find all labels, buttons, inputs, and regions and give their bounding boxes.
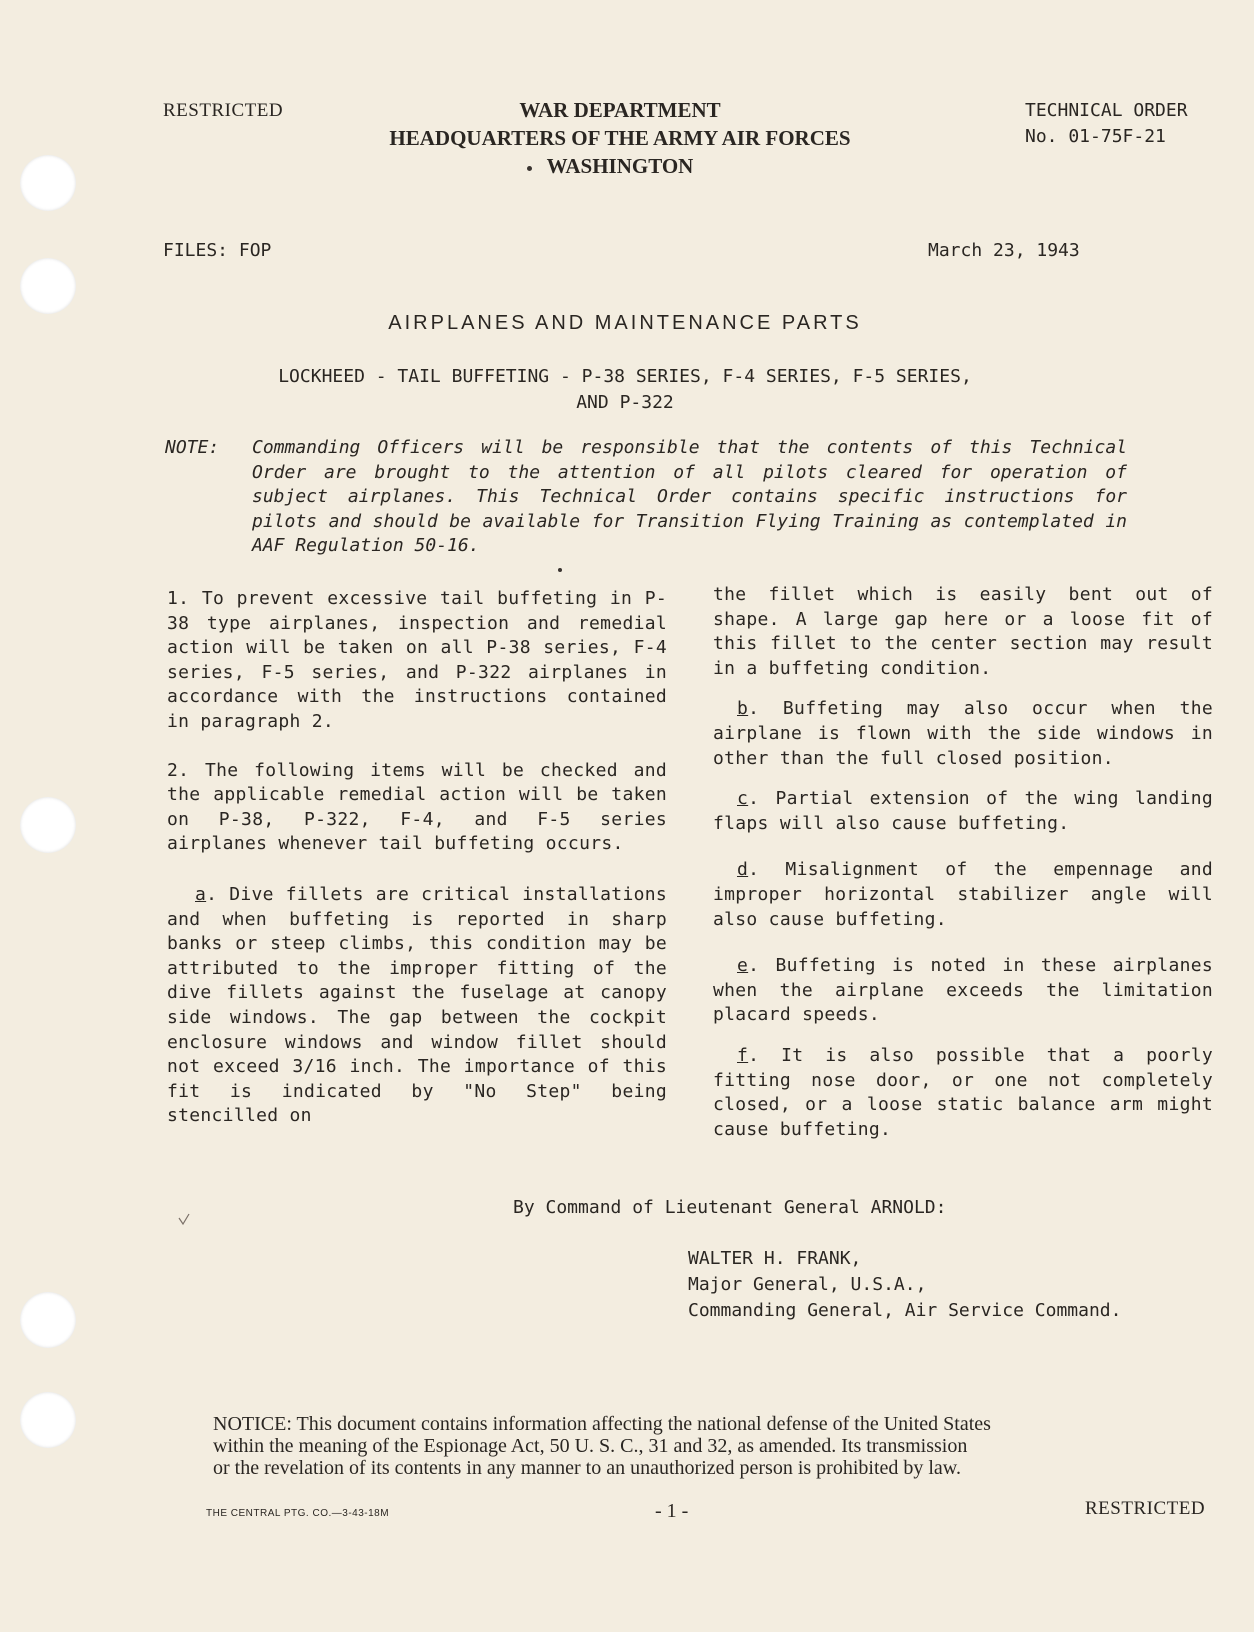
paragraph-2c: [713, 787, 1213, 836]
paragraph-2d: [713, 858, 1213, 932]
item-letter-a: a: [195, 883, 207, 905]
page-number: - 1 -: [655, 1500, 689, 1522]
stray-mark: [527, 166, 532, 171]
note-label: NOTE:: [165, 437, 220, 458]
espionage-notice: [213, 1413, 1168, 1479]
item-c-text: . Partial extension of the wing landing flaps will also cause buffeting.: [713, 788, 1213, 834]
technical-order-label: TECHNICAL ORDER: [1025, 100, 1188, 121]
signature-block: [688, 1246, 1121, 1324]
document-date: March 23, 1943: [928, 240, 1080, 261]
item-letter-f: f: [737, 1044, 749, 1066]
paragraph-2: 2. The following items will be checked and the applicable remedial action will be taken on P-38, P-322, F-4, and F-5 series airplanes whenever tail buffeting occurs.: [167, 759, 667, 855]
signatory-rank: Major General, U.S.A.,: [688, 1274, 927, 1295]
classification-header: RESTRICTED: [163, 100, 284, 121]
punch-hole: [20, 1292, 76, 1348]
paragraph-2b: [713, 697, 1213, 771]
files-reference: FILES: FOP: [163, 240, 272, 261]
item-e-text: . Buffeting is noted in these airplanes when the airplane exceeds the limitation placard speeds.: [713, 955, 1213, 1026]
subject-subtitle: [160, 364, 1090, 416]
signatory-name: WALTER H. FRANK,: [688, 1248, 862, 1269]
punch-hole: [20, 797, 76, 853]
department-line-1: WAR DEPARTMENT: [519, 98, 721, 122]
department-line-2: HEADQUARTERS OF THE ARMY AIR FORCES: [389, 126, 851, 150]
punch-hole: [20, 1392, 76, 1448]
technical-order-no: No. 01-75F-21: [1025, 126, 1166, 147]
classification-footer: RESTRICTED: [1085, 1498, 1206, 1519]
subtitle-line-1: LOCKHEED - TAIL BUFFETING - P-38 SERIES, F-4 SERIES, F-5 SERIES,: [278, 366, 972, 387]
paragraph-2e: [713, 954, 1213, 1028]
right-column: [713, 583, 1213, 1142]
department-line-3: WASHINGTON: [546, 154, 694, 178]
signatory-title: Commanding General, Air Service Command.: [688, 1300, 1122, 1321]
notice-line-1: NOTICE: This document contains information affecting the national defense of the United States: [213, 1413, 991, 1435]
paragraph-1: 1. To prevent excessive tail buffeting in P-38 type airplanes, inspection and remedial action will be taken on all P-38 series, F-4 series, F-5 series, and P-322 airplanes in accordance with the instructions contained in paragraph 2.: [167, 588, 667, 732]
printer-imprint: THE CENTRAL PTG. CO.—3-43-18M: [206, 1508, 390, 1519]
technical-order-number: [1025, 98, 1188, 150]
paragraph-2f: [713, 1044, 1213, 1142]
paragraph-2a: [167, 883, 667, 1129]
subject-heading: AIRPLANES AND MAINTENANCE PARTS: [388, 312, 862, 334]
left-column: [167, 587, 667, 1129]
notice-line-3: or the revelation of its contents in any manner to an unauthorized person is prohibited by law.: [213, 1457, 961, 1479]
punch-hole: [20, 258, 76, 314]
item-letter-d: d: [737, 859, 749, 881]
item-letter-c: c: [737, 788, 749, 810]
command-line: By Command of Lieutenant General ARNOLD:: [513, 1197, 947, 1218]
stray-mark: [558, 568, 562, 572]
item-d-text: . Misalignment of the empennage and improper horizontal stabilizer angle will also cause buffeting.: [713, 859, 1213, 930]
pencil-tick-mark: [177, 1212, 191, 1228]
item-letter-e: e: [737, 955, 749, 977]
item-b-text: . Buffeting may also occur when the airplane is flown with the side windows in other than the full closed position.: [713, 698, 1213, 769]
notice-line-2: within the meaning of the Espionage Act, 50 U. S. C., 31 and 32, as amended. Its transmission: [213, 1435, 968, 1457]
item-a-text: . Dive fillets are critical installations and when buffeting is reported in sharp banks or steep climbs, this condition may be attributed to the improper fitting of the dive fillets against the fuselage at canopy side windows. The gap between the cockpit enclosure windows and window fillet should not exceed 3/16 inch. The importance of this fit is indicated by "No Step" being stencilled on: [167, 883, 667, 1127]
department-heading: [360, 96, 880, 180]
note-text: Commanding Officers will be responsible that the contents of this Technical Order are brought to the attention of all pilots cleared for operation of subject airplanes. This Technical Order contains specific instructions for pilots and should be available for Transition Flying Training as contemplated in AAF Regulation 50-16.: [252, 437, 1127, 556]
subtitle-line-2: AND P-322: [576, 392, 674, 413]
paragraph-2a-continued: the fillet which is easily bent out of shape. A large gap here or a loose fit of this fillet to the center section may result in a buffeting condition.: [713, 584, 1213, 679]
punch-hole: [20, 155, 76, 211]
item-f-text: . It is also possible that a poorly fitting nose door, or one not completely closed, or a loose static balance arm might cause buffeting.: [713, 1044, 1213, 1140]
item-letter-b: b: [737, 698, 749, 720]
